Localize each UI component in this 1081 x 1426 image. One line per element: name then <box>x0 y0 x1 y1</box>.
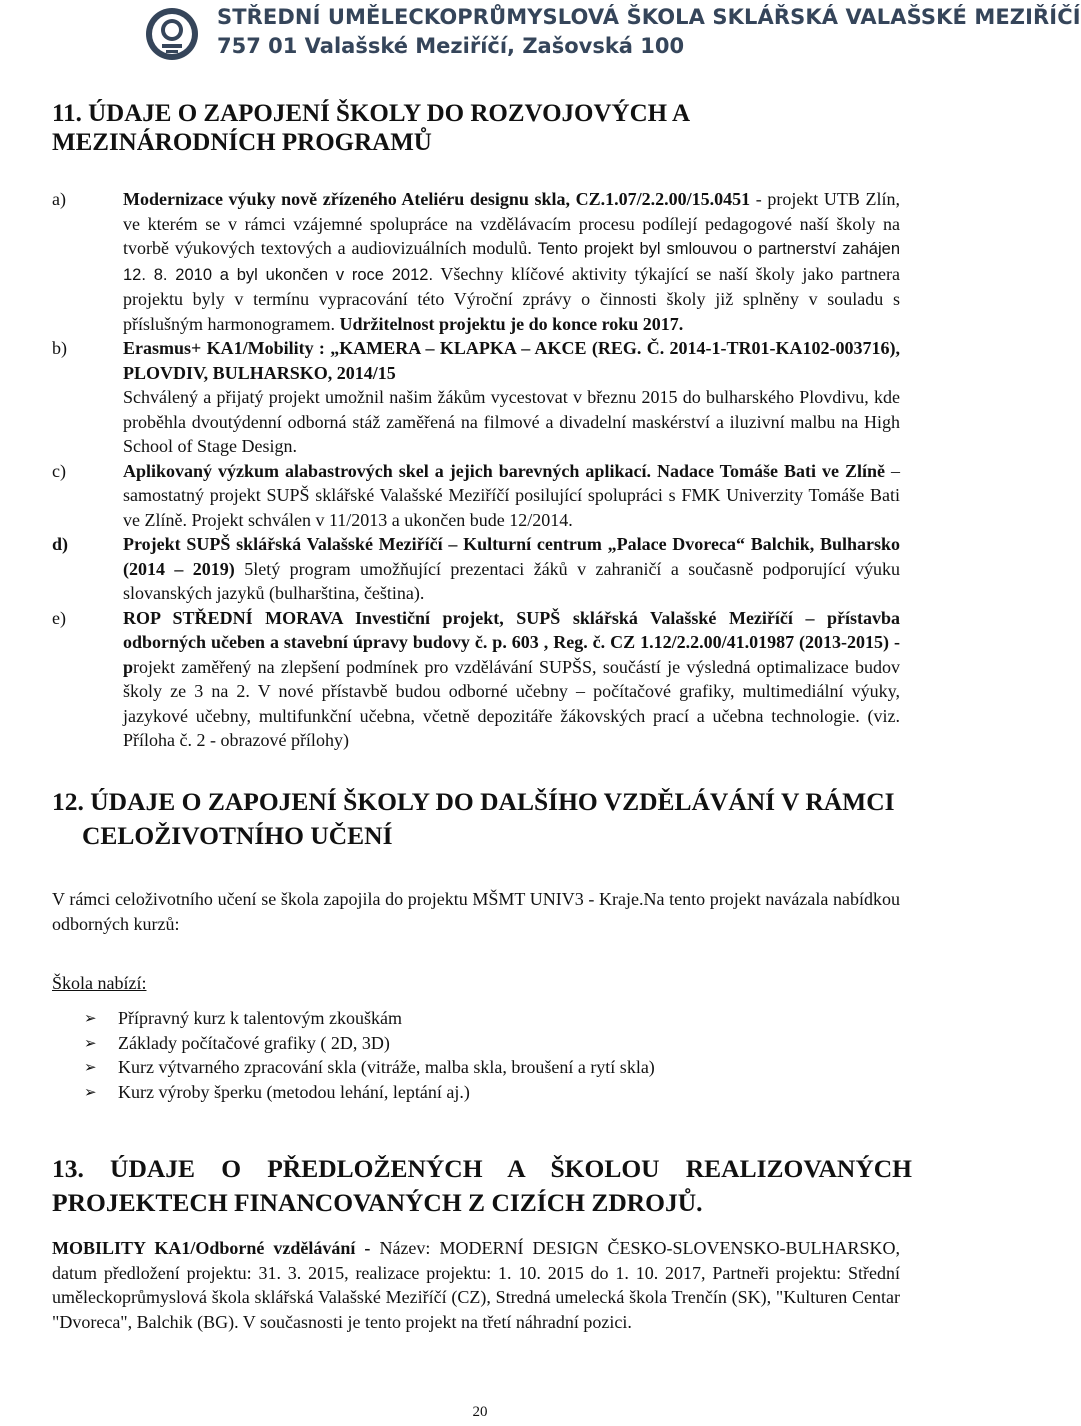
item-title: ROP STŘEDNÍ MORAVA Investiční projekt, SUPŠ sklářská Valašské Meziříčí – přístavba odborných učeben a stavební úpravy budovy č. p. 603 , Reg. č. CZ 1.12/2.2.00/41.01987 (2013-2015) - p <box>123 607 900 677</box>
section-13-title <box>52 1152 912 1220</box>
list-item <box>84 1031 655 1056</box>
item-marker: c) <box>52 460 66 481</box>
item-text: rojekt zaměřený na zlepšení podmínek pro vzdělávání SUPŠS, součástí je výsledná optimalizace budov školy ze 3 na 2. V nové přístavbě budou odborné učebny – počítačové grafiky, multimediální výuky, jazykové učebny, multifunkční učebna, včetně depozitáře žákovských prací a učebna technologie. (viz. Příloha č. 2 - obrazové přílohy) <box>123 656 900 750</box>
item-title: Aplikovaný výzkum alabastrových skel a jejich barevných aplikací. Nadace Tomáše Bati ve Zlíně <box>123 460 885 481</box>
item-title: Modernizace výuky nově zřízeného Ateliéru designu skla, CZ.1.07/2.2.00/15.0451 <box>123 189 751 209</box>
course-list <box>84 1006 655 1104</box>
item-marker: b) <box>52 338 67 358</box>
item-text: 5letý program umožňující prezentaci žáků v zahraničí a současně podporující výuku slovanských jazyků (bulharština, čeština). <box>123 558 900 603</box>
item-text: - projekt UTB Zlín, ve kterém se v rámci vzájemné spolupráce na vzdělávacím procesu podílejí pedagogové naší školy na tvorbě výukových textových a audiovizuálních modulů. <box>123 189 900 258</box>
arrow-bullet-icon: ➢ <box>84 1009 97 1027</box>
mobility-title: MOBILITY KA1/Odborné vzdělávání - <box>52 1238 380 1258</box>
arrow-bullet-icon: ➢ <box>84 1082 97 1101</box>
item-marker: a) <box>52 189 66 209</box>
list-item <box>52 532 900 606</box>
item-text-2: Všechny klíčové aktivity týkající se naší školy jako partnera projektu byly v termínu vypracování této Výroční zprávy o činnosti školy již splněny v souladu s příslušným harmonogramem. <box>123 263 900 334</box>
section-11-title: 11. ÚDAJE O ZAPOJENÍ ŠKOLY DO ROZVOJOVÝCH A MEZINÁRODNÍCH PROGRAMŮ <box>52 100 689 156</box>
list-item <box>52 187 900 336</box>
list-item <box>52 459 900 533</box>
item-marker: d) <box>52 534 69 554</box>
course-label: Kurz výroby šperku (metodou lehání, leptání aj.) <box>118 1081 470 1102</box>
item-text-sans: Tento projekt byl smlouvou o partnerství zahájen 12. 8. 2010 a byl ukončen v roce 2012. <box>123 240 901 284</box>
arrow-bullet-icon: ➢ <box>84 1033 97 1052</box>
section-12-title <box>52 785 912 853</box>
item-title: Projekt SUPŠ sklářská Valašské Meziříčí – Kulturní centrum „Palace Dvoreca“ Balchik, Bulharsko (2014 – 2019) <box>123 534 900 579</box>
offer-label: Škola nabízí: <box>52 973 147 993</box>
item-title: Erasmus+ KA1/Mobility : „KAMERA – KLAPKA – AKCE (REG. Č. 2014-1-TR01-KA102-003716), PLOVDIV, BULHARSKO, 2014/15 <box>123 338 900 383</box>
header-school-name: STŘEDNÍ UMĚLECKOPRŮMYSLOVÁ ŠKOLA SKLÁŘSKÁ VALAŠSKÉ MEZIŘÍČÍ <box>217 5 1081 29</box>
section-13-title-line-2: PROJEKTECH FINANCOVANÝCH Z CIZÍCH ZDROJŮ. <box>52 1188 703 1217</box>
arrow-bullet-icon: ➢ <box>84 1058 97 1076</box>
item-text: Schválený a přijatý projekt umožnil našim žákům vycestovat v březnu 2015 do bulharského Plovdivu, kde proběhla dvoutýdenní odborná stáž zaměřená na filmové a divadelní maskérství a iluzivní malbu na High School of Stage Design. <box>123 387 900 456</box>
list-item <box>84 1006 655 1031</box>
item-sustainability: Udržitelnost projektu je do konce roku 2017. <box>339 313 684 334</box>
item-marker: e) <box>52 607 66 628</box>
section-13-paragraph <box>52 1236 900 1334</box>
section-12-paragraph: V rámci celoživotního učení se škola zapojila do projektu MŠMT UNIV3 - Kraje.Na tento projekt navázala nabídkou odborných kurzů: <box>52 889 900 934</box>
list-item <box>84 1080 655 1105</box>
list-item <box>52 336 900 459</box>
section-11-list <box>52 187 900 753</box>
header-address: 757 01 Valašské Meziříčí, Zašovská 100 <box>217 34 685 58</box>
section-12-title-line-1: 12. ÚDAJE O ZAPOJENÍ ŠKOLY DO DALŠÍHO VZDĚLÁVÁNÍ V RÁMCI <box>52 787 895 816</box>
list-item <box>52 606 900 753</box>
page-number: 20 <box>472 1404 488 1420</box>
page-header <box>0 0 1081 70</box>
mobility-text: Název: MODERNÍ DESIGN ČESKO-SLOVENSKO-BULHARSKO, datum předložení projektu: 31. 3. 2015, realizace projektu: 1. 10. 2015 do 1. 10. 2017, Partneři projektu: Střední uměleckoprůmyslová škola sklářská Valašské Meziříčí (CZ), Stredná umelecká škola Trenčín (SK), "Kulturen Centar "Dvoreca", Balchik (BG). V současnosti je tento projekt na třetí náhradní pozici. <box>52 1238 900 1332</box>
course-label: Kurz výtvarného zpracování skla (vitráže, malba skla, broušení a rytí skla) <box>118 1057 655 1077</box>
section-12-title-line-2: CELOŽIVOTNÍHO UČENÍ <box>82 821 393 850</box>
item-text: – samostatný projekt SUPŠ sklářské Valašské Meziříčí posilující spolupráci s FMK Univerzity Tomáše Bati ve Zlíně. Projekt schválen v 11/2013 a ukončen bude 12/2014. <box>123 460 901 530</box>
list-item <box>84 1055 655 1080</box>
school-logo-icon <box>144 6 200 62</box>
course-label: Základy počítačové grafiky ( 2D, 3D) <box>118 1032 390 1053</box>
section-13-title-line-1: 13. ÚDAJE O PŘEDLOŽENÝCH A ŠKOLOU REALIZOVANÝCH <box>52 1154 912 1183</box>
course-label: Přípravný kurz k talentovým zkouškám <box>118 1008 402 1028</box>
